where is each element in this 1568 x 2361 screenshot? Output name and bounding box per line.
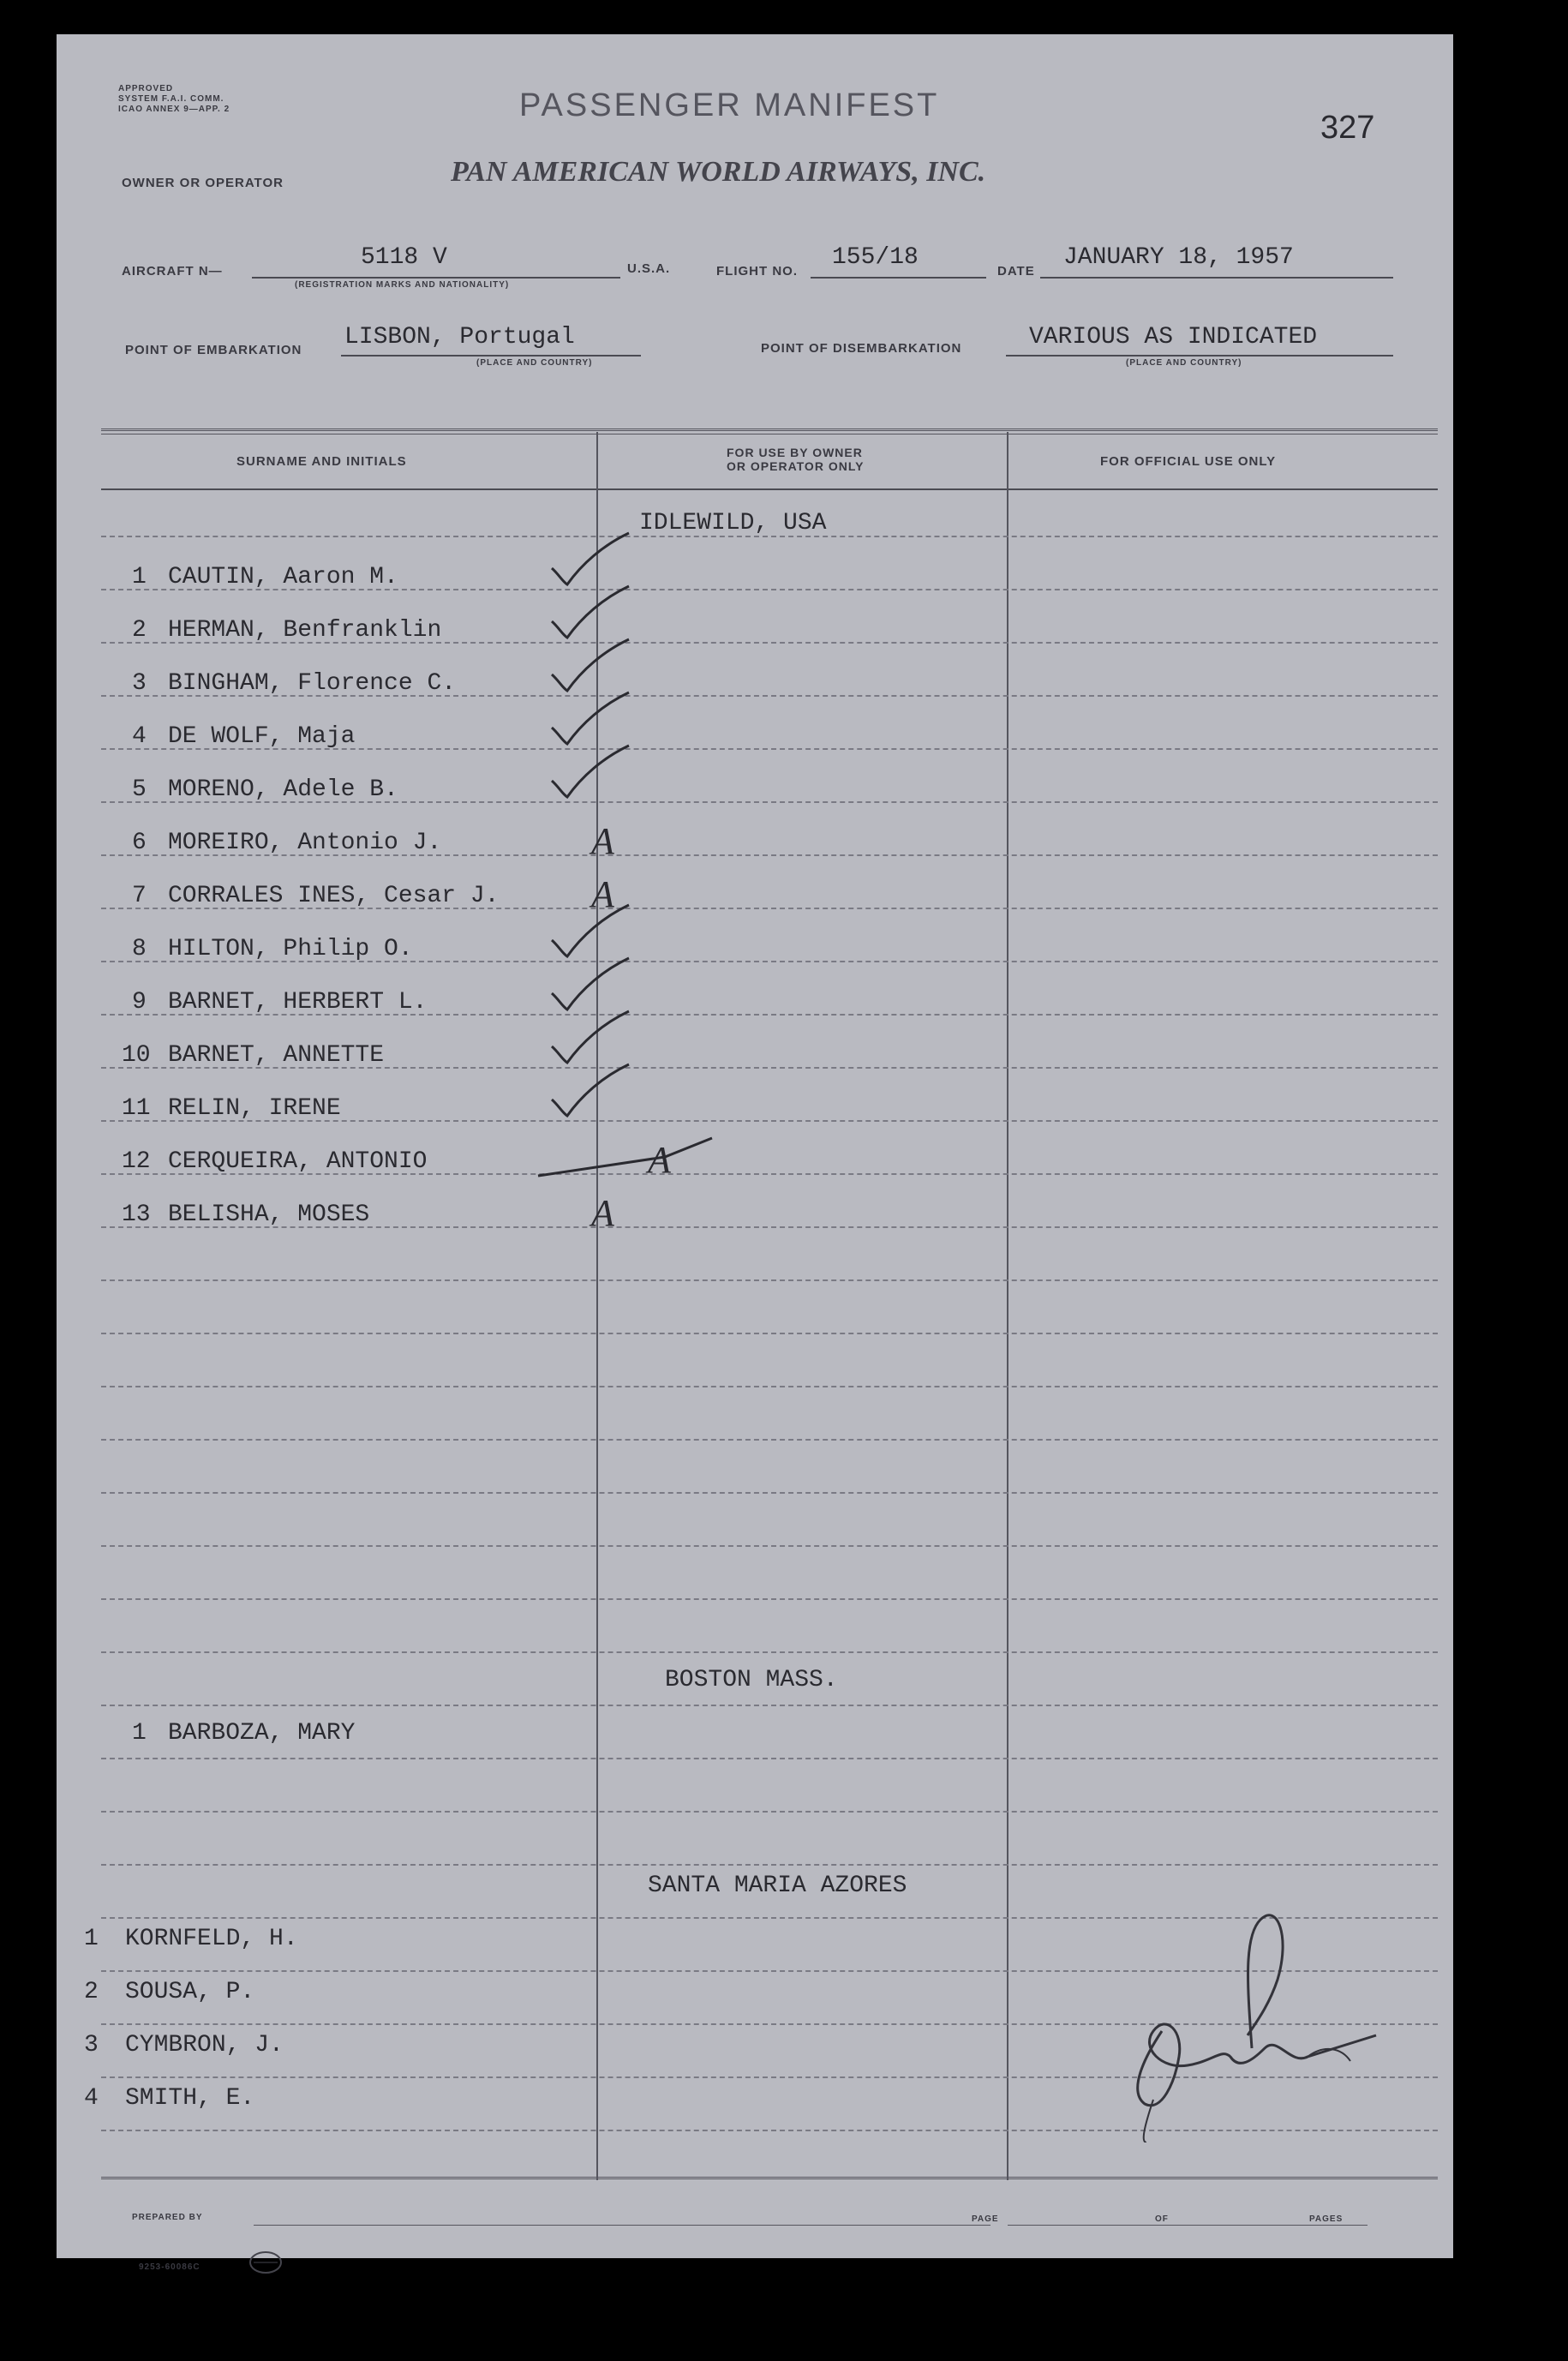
passenger-name: MOREIRO, Antonio J.: [168, 830, 442, 856]
destination-heading: BOSTON MASS.: [665, 1667, 838, 1693]
union-label-icon: [247, 2247, 284, 2278]
approval-line-3: ICAO ANNEX 9—APP. 2: [118, 105, 230, 114]
row-rule: [101, 1705, 1438, 1706]
disembarkation-value: VARIOUS AS INDICATED: [1029, 324, 1318, 351]
passenger-name: SOUSA, P.: [125, 1979, 255, 2005]
disembarkation-label: POINT OF DISEMBARKATION: [761, 341, 962, 356]
approval-line-1: APPROVED: [118, 84, 174, 93]
svg-text:A: A: [648, 1139, 671, 1181]
passenger-name: BELISHA, MOSES: [168, 1201, 370, 1228]
column-official: FOR OFFICIAL USE ONLY: [1100, 454, 1277, 469]
passenger-number: 12: [122, 1148, 151, 1175]
passenger-number: 1: [132, 1720, 147, 1747]
row-rule: [101, 1864, 1438, 1866]
passenger-number: 4: [132, 723, 147, 750]
passenger-name: HILTON, Philip O.: [168, 936, 413, 962]
passenger-number: 2: [132, 617, 147, 644]
handwritten-a-mark: [571, 1176, 673, 1244]
aircraft-caption: (REGISTRATION MARKS AND NATIONALITY): [295, 280, 510, 290]
passenger-name: RELIN, IRENE: [168, 1095, 341, 1122]
passenger-name: BINGHAM, Florence C.: [168, 670, 457, 697]
destination-heading: SANTA MARIA AZORES: [648, 1873, 907, 1899]
passenger-number: 6: [132, 830, 147, 856]
pages-label: PAGES: [1309, 2214, 1344, 2224]
passenger-number: 3: [84, 2032, 99, 2058]
row-rule: [101, 1439, 1438, 1441]
row-rule: [101, 1651, 1438, 1653]
page-label: PAGE: [972, 2214, 999, 2224]
passenger-number: 5: [132, 776, 147, 803]
prepared-by-label: PREPARED BY: [132, 2213, 203, 2222]
passenger-name: BARBOZA, MARY: [168, 1720, 356, 1747]
svg-text:A: A: [591, 873, 614, 915]
passenger-name: CERQUEIRA, ANTONIO: [168, 1148, 428, 1175]
passenger-name: KORNFELD, H.: [125, 1926, 298, 1952]
date-value: JANUARY 18, 1957: [1063, 244, 1294, 271]
official-signature: [1093, 1885, 1402, 2142]
embarkation-value: LISBON, Portugal: [344, 324, 575, 351]
passenger-name: CORRALES INES, Cesar J.: [168, 883, 500, 909]
column-surname: SURNAME AND INITIALS: [236, 454, 407, 469]
svg-text:A: A: [591, 1192, 614, 1234]
manifest-sheet: [57, 34, 1453, 2272]
row-rule: [101, 1333, 1438, 1334]
check-mark-icon: [543, 1061, 646, 1130]
passenger-number: 7: [132, 883, 147, 909]
owner-label: OWNER OR OPERATOR: [122, 176, 284, 190]
passenger-number: 4: [84, 2085, 99, 2112]
passenger-name: HERMAN, Benfranklin: [168, 617, 442, 644]
passenger-number: 13: [122, 1201, 151, 1228]
passenger-name: SMITH, E.: [125, 2085, 255, 2112]
passenger-name: BARNET, HERBERT L.: [168, 989, 428, 1016]
approval-line-2: SYSTEM F.A.I. COMM.: [118, 94, 224, 104]
row-rule: [101, 1545, 1438, 1547]
passenger-number: 1: [84, 1926, 99, 1952]
passenger-number: 9: [132, 989, 147, 1016]
passenger-number: 1: [132, 564, 147, 590]
svg-text:A: A: [591, 820, 614, 862]
row-rule: [101, 1386, 1438, 1387]
country-label: U.S.A.: [627, 261, 671, 276]
of-label: OF: [1155, 2214, 1169, 2224]
destination-heading: IDLEWILD, USA: [639, 510, 827, 536]
flight-label: FLIGHT NO.: [716, 264, 798, 279]
passenger-name: CYMBRON, J.: [125, 2032, 284, 2058]
row-rule: [101, 1758, 1438, 1759]
passenger-name: DE WOLF, Maja: [168, 723, 356, 750]
aircraft-value: 5118 V: [361, 244, 447, 271]
flight-value: 155/18: [832, 244, 919, 271]
passenger-number: 3: [132, 670, 147, 697]
row-rule: [101, 1598, 1438, 1600]
owner-value: PAN AMERICAN WORLD AIRWAYS, INC.: [451, 156, 986, 188]
aircraft-label: AIRCRAFT N—: [122, 264, 223, 279]
passenger-name: BARNET, ANNETTE: [168, 1042, 385, 1069]
column-owner-use-2: OR OPERATOR ONLY: [727, 459, 865, 473]
passenger-number: 8: [132, 936, 147, 962]
row-rule: [101, 1492, 1438, 1494]
form-title: PASSENGER MANIFEST: [519, 87, 940, 123]
form-number: 9253-60086C: [139, 2262, 200, 2272]
passenger-name: MORENO, Adele B.: [168, 776, 398, 803]
passenger-number: 10: [122, 1042, 151, 1069]
passenger-number: 11: [122, 1095, 151, 1122]
row-rule: [101, 1279, 1438, 1281]
embarkation-label: POINT OF EMBARKATION: [125, 343, 302, 357]
page-number: 327: [1320, 110, 1375, 146]
check-mark-icon: [543, 742, 646, 811]
passenger-number: 2: [84, 1979, 99, 2005]
row-rule: [101, 1811, 1438, 1813]
passenger-name: CAUTIN, Aaron M.: [168, 564, 398, 590]
column-owner-use-1: FOR USE BY OWNER: [727, 446, 863, 459]
disembarkation-caption: (PLACE AND COUNTRY): [1126, 358, 1242, 368]
embarkation-caption: (PLACE AND COUNTRY): [476, 358, 593, 368]
date-label: DATE: [997, 264, 1035, 279]
